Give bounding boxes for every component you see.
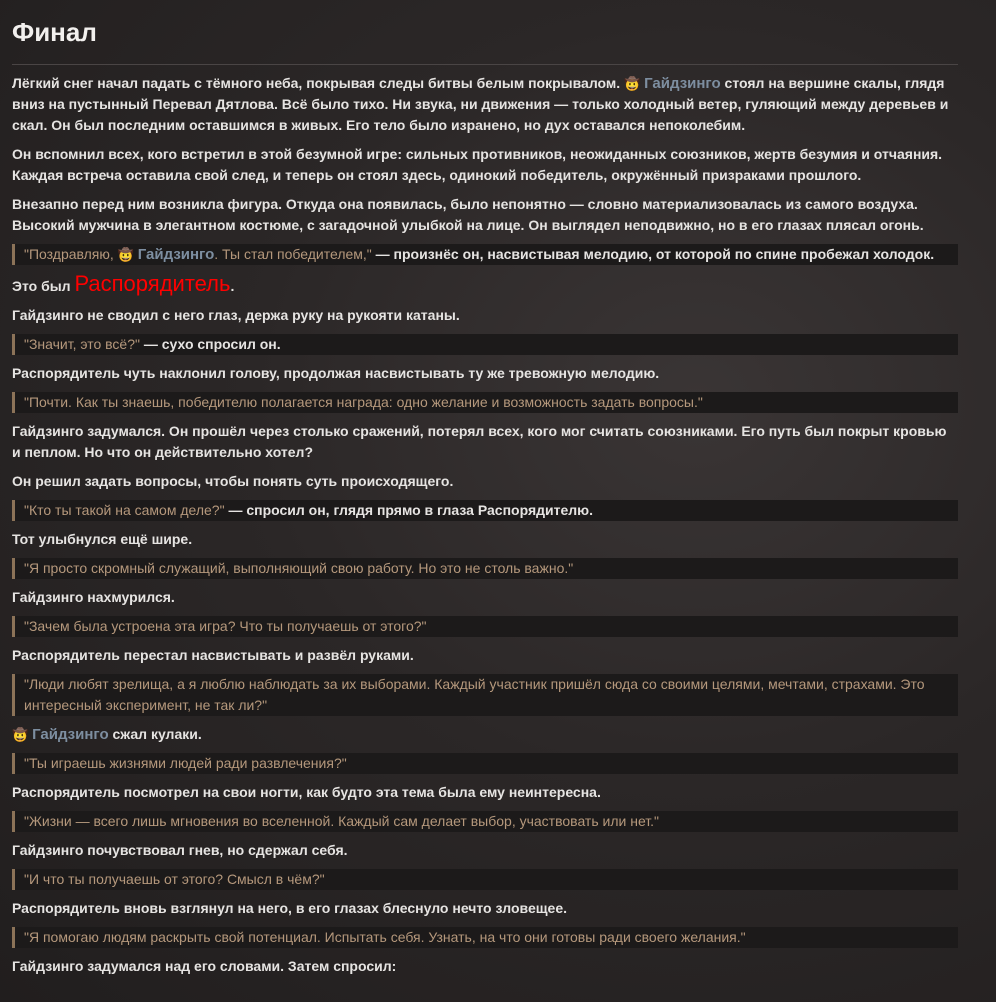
quote-text: "И что ты получаешь от этого? Смысл в чём?" [24,871,325,887]
dialogue-quote [12,558,958,579]
text: — сухо спросил он. [139,336,281,352]
dialogue-quote [12,500,958,521]
story-paragraph [12,782,958,803]
dialogue-quote [12,927,958,948]
quote-text: "Ты играешь жизнями людей ради развлечения?" [24,755,347,771]
cowboy-emoji-icon: 🤠 [117,247,134,262]
story-paragraph [12,898,958,919]
text: Гайдзинго задумался. Он прошёл через столько сражений, потерял всех, кого мог считать союзниками. Его путь был покрыт кровью и пеплом. Но что он действительно хотел? [12,423,947,460]
quote-text: "Жизни — всего лишь мгновения во вселенной. Каждый сам делает выбор, участвовать или нет." [24,813,659,829]
text: Гайдзинго нахмурился. [12,589,175,605]
title-divider [12,64,958,65]
story-paragraph [12,471,958,492]
character-name: Гайдзинго [644,75,721,92]
character-name: Гайдзинго [32,726,109,743]
text: Распорядитель чуть наклонил голову, продолжая насвистывать ту же тревожную мелодию. [12,365,660,381]
story-paragraph [12,956,958,977]
text: Тот улыбнулся ещё шире. [12,531,193,547]
text: Гайдзинго задумался над его словами. Затем спросил: [12,958,397,974]
quote-text: "Поздравляю, [24,246,118,262]
story-paragraph [12,73,958,136]
text: Внезапно перед ним возникла фигура. Откуда она появилась, было непонятно — словно материализовалась из самого воздуха. Высокий мужчина в элегантном костюме, с загадочной улыбкой на лице. Он выглядел неподвижно, но в его глазах плясал огонь. [12,196,924,233]
cowboy-emoji-icon: 🤠 [12,727,29,742]
dialogue-quote [12,753,958,774]
quote-text: "Я просто скромный служащий, выполняющий свою работу. Но это не столь важно." [24,560,574,576]
cowboy-emoji-icon: 🤠 [624,76,641,91]
text: стоял на вершине скалы, глядя вниз на пустынный Перевал Дятлова. Всё было тихо. Ни звука, ни движения — только холодный ветер, гуляющий между деревьев и скал. Он был последним оставшимся в живых. Его тело было изранено, но дух оставался непоколебим. [12,75,949,133]
story-paragraph [12,840,958,861]
text: сжал кулаки. [108,726,202,742]
dialogue-quote [12,674,958,716]
character-name: Гайдзинго [137,246,215,263]
character-name-highlight: Распорядитель [74,271,231,296]
text: Распорядитель посмотрел на свои ногти, как будто эта тема была ему неинтересна. [12,784,601,800]
text: Гайдзинго не сводил с него глаз, держа руку на рукояти катаны. [12,307,460,323]
story-paragraph [12,194,958,236]
story-paragraph [12,529,958,550]
dialogue-quote [12,334,958,355]
text: . [230,278,235,294]
story-paragraph [12,144,958,186]
quote-text: "Кто ты такой на самом деле?" [24,502,225,518]
dialogue-quote [12,811,958,832]
dialogue-quote [12,244,958,265]
story-paragraph [12,363,958,384]
story-paragraph [12,645,958,666]
quote-text: "Я помогаю людям раскрыть свой потенциал. Испытать себя. Узнать, на что они готовы ради своего желания." [24,929,746,945]
text: Это был [12,278,75,294]
story-paragraph [12,587,958,608]
text: — произнёс он, насвистывая мелодию, от которой по спине пробежал холодок. [371,246,935,262]
quote-text: "Значит, это всё?" [24,336,140,352]
story-paragraph [12,305,958,326]
quote-text: "Зачем была устроена эта игра? Что ты получаешь от этого?" [24,618,427,634]
text: Лёгкий снег начал падать с тёмного неба, покрывая следы битвы белым покрывалом. [12,75,625,91]
quote-text: "Люди любят зрелища, а я люблю наблюдать за их выборами. Каждый участник пришёл сюда со своими целями, мечтами, страхами. Это интересный эксперимент, не так ли?" [24,676,925,713]
dialogue-quote [12,869,958,890]
text: Распорядитель перестал насвистывать и развёл руками. [12,647,414,663]
story-paragraph [12,724,958,745]
story-body [12,73,958,977]
story-paragraph [12,273,958,297]
text: Он вспомнил всех, кого встретил в этой безумной игре: сильных противников, неожиданных союзников, жертв безумия и отчаяния. Каждая встреча оставила свой след, и теперь он стоял здесь, одинокий победитель, окружённый призраками прошлого. [12,146,943,183]
dialogue-quote [12,616,958,637]
dialogue-quote [12,392,958,413]
text: Он решил задать вопросы, чтобы понять суть происходящего. [12,473,454,489]
text: Распорядитель вновь взглянул на него, в его глазах блеснуло нечто зловещее. [12,900,568,916]
story-paragraph [12,421,958,463]
quote-text: "Почти. Как ты знаешь, победителю полагается награда: одно желание и возможность задать вопросы." [24,394,703,410]
quote-text: . Ты стал победителем," [214,246,372,262]
page-title: Финал [12,17,97,47]
text: Гайдзинго почувствовал гнев, но сдержал себя. [12,842,348,858]
text: — спросил он, глядя прямо в глаза Распорядителю. [224,502,593,518]
